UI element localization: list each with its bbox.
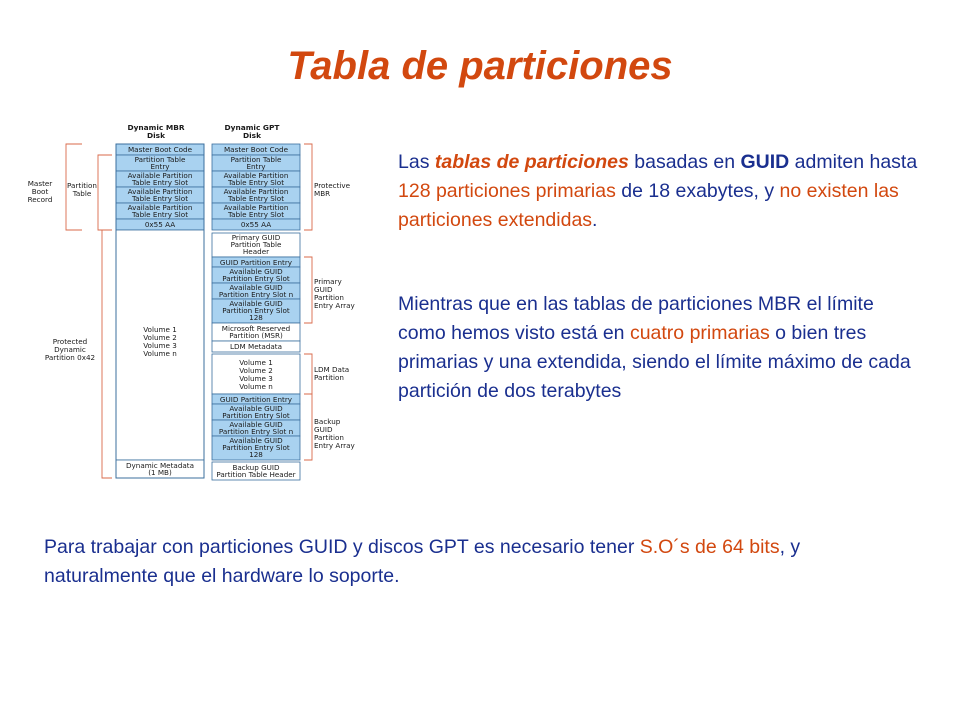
primary-array-bracket	[304, 257, 312, 323]
label-primary-array-2: GUID	[314, 285, 333, 294]
mbr-master-boot-code: Master Boot Code	[127, 145, 193, 154]
p1-text-5: .	[592, 209, 598, 231]
mbr-slot1-line1: Available Partition	[127, 171, 193, 180]
gpt-primary-avail-128-line2: Partition Entry Slot	[222, 306, 290, 315]
gpt-slot3-line2: Table Entry Slot	[227, 210, 285, 219]
gpt-volume-2: Volume 2	[239, 366, 273, 375]
paragraph-guid	[398, 148, 918, 235]
gpt-volume-1: Volume 1	[239, 358, 273, 367]
mbr-slot2-line1: Available Partition	[127, 187, 193, 196]
gpt-primary-avail-line2: Partition Entry Slot	[222, 274, 290, 283]
gpt-sig: 0x55 AA	[240, 220, 272, 229]
gpt-primary-avail-n-line2: Partition Entry Slot n	[218, 290, 294, 299]
label-protective-2: MBR	[314, 189, 331, 198]
label-ldm-data-1: LDM Data	[314, 365, 350, 374]
gpt-backup-avail-n-line1: Available GUID	[229, 420, 283, 429]
label-primary-array-3: Partition	[314, 293, 344, 302]
gpt-primary-avail-128-line3: 128	[249, 313, 263, 322]
p1-highlight-tablas: tablas de particiones	[434, 151, 629, 173]
ldm-data-bracket	[304, 354, 312, 394]
mbr-volume-1: Volume 1	[143, 325, 177, 334]
gpt-slot2-line2: Table Entry Slot	[227, 194, 285, 203]
gpt-primary-header-line2: Partition Table	[230, 240, 282, 249]
label-protected-2: Dynamic	[54, 345, 86, 354]
p2-text-2: o bien tres primarias y una extendida, siendo el límite máximo de cada partición de dos terabytes	[398, 322, 911, 402]
gpt-slot1-line2: Table Entry Slot	[227, 178, 285, 187]
gpt-ldm-metadata: LDM Metadata	[229, 342, 283, 351]
label-partition-table-2: Table	[72, 189, 92, 198]
gpt-backup-avail-line1: Available GUID	[229, 404, 283, 413]
mbr-metadata-line1: Dynamic Metadata	[125, 461, 195, 470]
p3-text-1: Para trabajar con particiones GUID y discos GPT es necesario tener	[44, 536, 640, 558]
gpt-primary-avail-line1: Available GUID	[229, 267, 283, 276]
gpt-pte-line1: Partition Table	[230, 155, 282, 164]
gpt-pte-line2: Entry	[246, 162, 266, 171]
gpt-backup-avail-line2: Partition Entry Slot	[222, 411, 290, 420]
label-mbr-record-3: Record	[27, 195, 53, 204]
label-primary-array-4: Entry Array	[314, 301, 355, 310]
gpt-backup-avail-128-line2: Partition Entry Slot	[222, 443, 290, 452]
gpt-backup-header-line2: Partition Table Header	[216, 470, 296, 479]
gpt-slot2-line1: Available Partition	[223, 187, 289, 196]
gpt-backup-avail-n-line2: Partition Entry Slot n	[218, 427, 294, 436]
gpt-primary-avail-128-line1: Available GUID	[229, 299, 283, 308]
gpt-volume-n: Volume n	[239, 382, 273, 391]
gpt-backup-entry: GUID Partition Entry	[219, 395, 293, 404]
gpt-msr-line2: Partition (MSR)	[229, 331, 283, 340]
gpt-backup-avail-128-line3: 128	[249, 450, 263, 459]
label-mbr-record-1: Master	[27, 179, 53, 188]
mbr-volume-3: Volume 3	[143, 341, 177, 350]
p1-highlight-no-extendidas: no existen las particiones extendidas	[398, 180, 899, 231]
gpt-slot1-line1: Available Partition	[223, 171, 289, 180]
gpt-master-boot-code: Master Boot Code	[223, 145, 289, 154]
label-backup-array-1: Backup	[314, 417, 341, 426]
mbr-volume-n: Volume n	[143, 349, 177, 358]
gpt-volume-3: Volume 3	[239, 374, 273, 383]
mbr-slot3-line2: Table Entry Slot	[131, 210, 189, 219]
partition-table-bracket	[98, 155, 112, 230]
gpt-backup-avail-128-line1: Available GUID	[229, 436, 283, 445]
label-protected-3: Partition 0x42	[44, 353, 96, 362]
mbr-volume-2: Volume 2	[143, 333, 177, 342]
label-backup-array-3: Partition	[314, 433, 344, 442]
paragraph-mbr	[398, 290, 923, 406]
gpt-msr-line1: Microsoft Reserved	[221, 324, 291, 333]
gpt-primary-entry: GUID Partition Entry	[219, 258, 293, 267]
label-protected-1: Protected	[52, 337, 88, 346]
label-ldm-data-2: Partition	[314, 373, 344, 382]
mbr-pte-line1: Partition Table	[134, 155, 186, 164]
label-mbr-record-2: Boot	[31, 187, 49, 196]
gpt-header-line1: Dynamic GPT	[224, 123, 280, 132]
mbr-slot3-line1: Available Partition	[127, 203, 193, 212]
p2-text-1: Mientras que en las tablas de particiones MBR el límite como hemos visto está en	[398, 293, 874, 344]
p3-text-2: , y naturalmente que el hardware lo soporte.	[44, 536, 801, 587]
p1-text-1: Las	[398, 151, 435, 173]
gpt-primary-header-line3: Header	[242, 247, 270, 256]
p1-bold-guid: GUID	[740, 151, 790, 173]
p1-text-2: basadas en	[628, 151, 741, 173]
mbr-header-line2: Disk	[147, 131, 165, 140]
p1-highlight-128: 128 particiones primarias	[398, 180, 616, 202]
label-backup-array-2: GUID	[314, 425, 333, 434]
backup-array-bracket	[304, 394, 312, 460]
mbr-slot1-line2: Table Entry Slot	[131, 178, 189, 187]
gpt-primary-header-line1: Primary GUID	[231, 233, 281, 242]
gpt-primary-avail-n-line1: Available GUID	[229, 283, 283, 292]
p2-highlight-cuatro: cuatro primarias	[629, 322, 770, 344]
p1-text-3: admiten hasta	[789, 151, 918, 173]
label-partition-table-1: Partition	[67, 181, 97, 190]
p1-text-4: de 18 exabytes, y	[615, 180, 780, 202]
label-primary-array-1: Primary	[314, 277, 342, 286]
gpt-header-line2: Disk	[243, 131, 261, 140]
partition-diagram	[22, 118, 362, 483]
protective-mbr-bracket	[304, 144, 312, 230]
gpt-backup-header-line1: Backup GUID	[232, 463, 280, 472]
page-title: Tabla de particiones	[287, 44, 673, 88]
mbr-pte-line2: Entry	[150, 162, 170, 171]
mbr-metadata-line2: (1 MB)	[148, 468, 172, 477]
mbr-header-line1: Dynamic MBR	[127, 123, 185, 132]
label-protective-1: Protective	[314, 181, 351, 190]
mbr-slot2-line2: Table Entry Slot	[131, 194, 189, 203]
protected-partition-bracket	[102, 230, 112, 478]
paragraph-requisitos	[44, 533, 914, 591]
gpt-slot3-line1: Available Partition	[223, 203, 289, 212]
p3-highlight-so: S.O´s de 64 bits	[639, 536, 780, 558]
mbr-sig: 0x55 AA	[144, 220, 176, 229]
label-backup-array-4: Entry Array	[314, 441, 355, 450]
